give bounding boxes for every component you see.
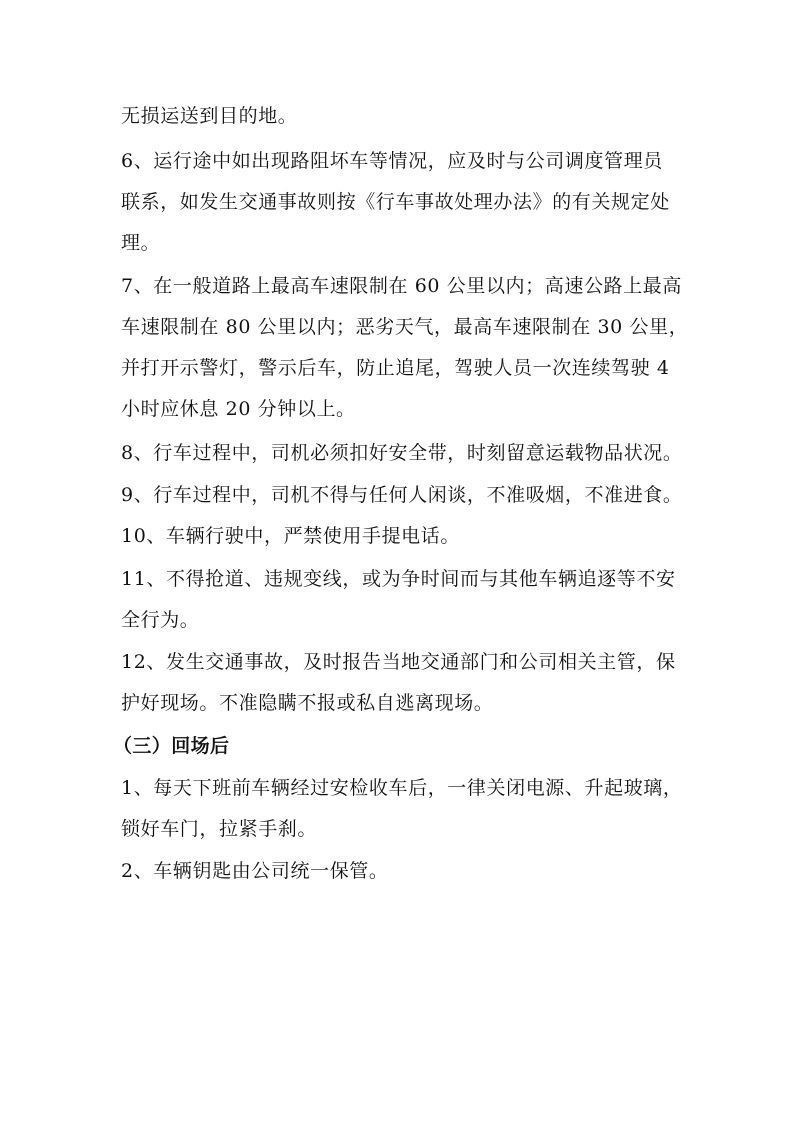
section-heading: （三）回场后	[113, 735, 230, 757]
item-6-line-3: 理。	[121, 232, 161, 254]
item-7-line-4: 小时应休息 20 分钟以上。	[121, 398, 356, 420]
item-7-line-3: 并打开示警灯，警示后车，防止追尾，驾驶人员一次连续驾驶 4	[121, 357, 670, 379]
return-item-1-line-1: 1、每天下班前车辆经过安检收车后，一律关闭电源、升起玻璃，	[121, 777, 683, 799]
item-12-line-1: 12、发生交通事故，及时报告当地交通部门和公司相关主管，保	[121, 651, 676, 673]
item-6-line-1: 6、运行途中如出现路阻坏车等情况，应及时与公司调度管理员	[121, 150, 663, 172]
item-9-line: 9、行车过程中，司机不得与任何人闲谈，不准吸烟，不准进食。	[121, 484, 683, 506]
item-11-line-2: 全行为。	[121, 609, 200, 631]
item-11-line-1: 11、不得抢道、违规变线，或为争时间而与其他车辆追逐等不安	[121, 568, 676, 590]
item-10-line: 10、车辆行驶中，严禁使用手提电话。	[121, 525, 460, 547]
item-6-line-2: 联系，如发生交通事故则按《行车事故处理办法》的有关规定处	[121, 191, 670, 213]
text-line: 无损运送到目的地。	[121, 105, 298, 127]
item-7-line-1: 7、在一般道路上最高车速限制在 60 公里以内；高速公路上最高	[121, 275, 682, 297]
item-8-line: 8、行车过程中，司机必须扣好安全带，时刻留意运载物品状况。	[121, 442, 683, 464]
item-7-line-2: 车速限制在 80 公里以内；恶劣天气，最高车速限制在 30 公里，	[121, 316, 689, 338]
item-12-line-2: 护好现场。不准隐瞒不报或私自逃离现场。	[121, 692, 494, 714]
return-item-1-line-2: 锁好车门，拉紧手刹。	[121, 818, 318, 840]
return-item-2-line: 2、车辆钥匙由公司统一保管。	[121, 860, 389, 882]
